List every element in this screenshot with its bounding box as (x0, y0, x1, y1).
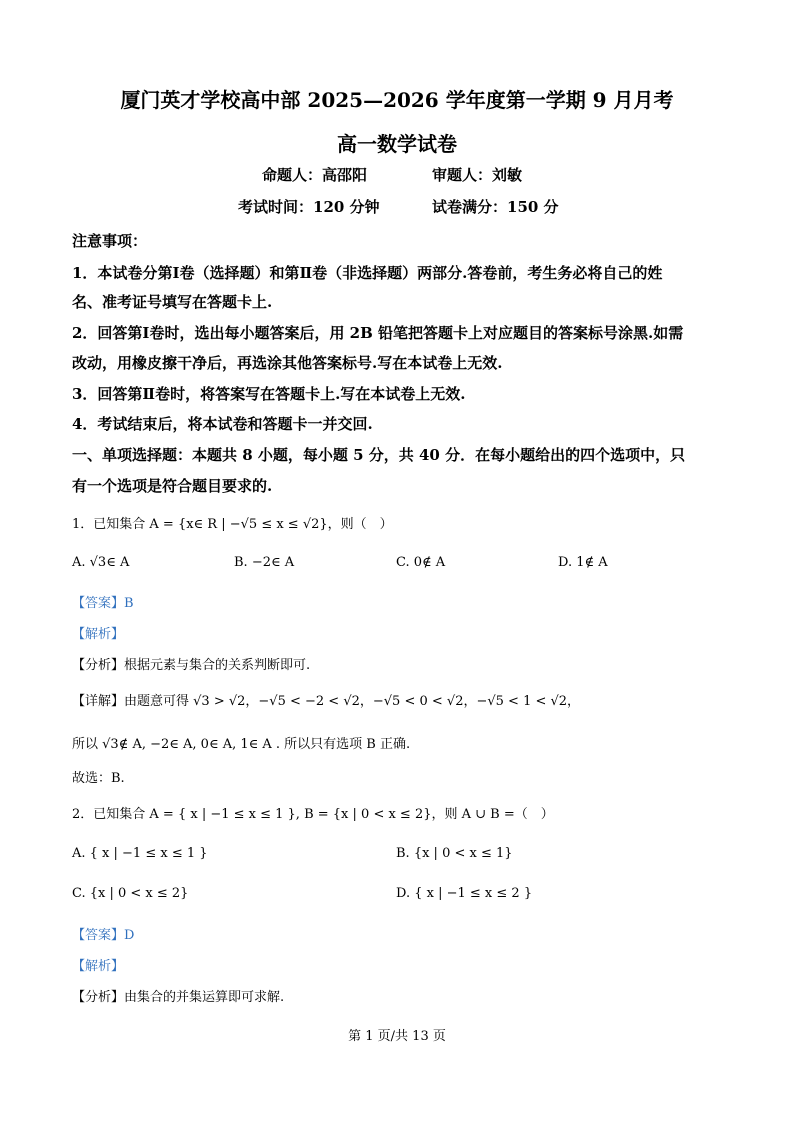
page-footer: 第 1 页/共 13 页 (348, 1029, 446, 1044)
note-2-line-1: 2．回答第Ⅰ卷时，选出每小题答案后，用 2B 铅笔把答题卡上对应题目的答案标号涂黑.如需 (72, 324, 684, 342)
q2-option-d: D. { x | −1 ≤ x ≤ 2 } (396, 886, 533, 901)
note-1-line-2: 名、准考证号填写在答题卡上. (72, 293, 273, 311)
exam-score-label: 试卷满分：150 分 (432, 198, 559, 216)
note-2-line-2: 改动，用橡皮擦干净后，再选涂其他答案标号.写在本试卷上无效. (72, 354, 503, 372)
q2-answer: 【答案】D (72, 928, 135, 943)
q1-option-b: B. −2∈ A (234, 555, 295, 570)
q2-option-b: B. {x | 0 < x ≤ 1} (396, 846, 513, 861)
exam-title: 厦门英才学校高中部 2025—2026 学年度第一学期 9 月月考 (120, 88, 674, 112)
q1-answer: 【答案】B (72, 596, 134, 611)
note-1-line-1: 1．本试卷分第Ⅰ卷（选择题）和第Ⅱ卷（非选择题）两部分.答卷前，考生务必将自己的姓 (72, 264, 663, 282)
section-1-heading-line-1: 一、单项选择题：本题共 8 小题，每小题 5 分，共 40 分．在每小题给出的四个选项中，只 (72, 446, 686, 464)
q1-option-a: A. √3∈ A (72, 555, 130, 570)
q2-stem: 2．已知集合 A = { x | −1 ≤ x ≤ 1 }, B = {x | 0 < x ≤ 2}，则 A ∪ B =（ ） (72, 807, 554, 822)
q1-conclusion: 所以 √3∉ A, −2∈ A, 0∈ A, 1∈ A . 所以只有选项 B 正确. (72, 737, 411, 752)
q2-analysis-tag: 【解析】 (72, 959, 125, 974)
author-label: 命题人：高邵阳 (262, 166, 368, 184)
note-4: 4．考试结束后，将本试卷和答题卡一并交回. (72, 415, 373, 433)
q2-fenxi: 【分析】由集合的并集运算即可求解. (72, 990, 285, 1005)
q1-stem: 1．已知集合 A = {x∈ R | −√5 ≤ x ≤ √2}，则（ ） (72, 517, 393, 532)
q1-choose: 故选：B. (72, 771, 125, 786)
q1-option-c: C. 0∉ A (396, 555, 446, 570)
q1-detail: 【详解】由题意可得 √3 > √2，−√5 < −2 < √2，−√5 < 0 < √2，−√5 < 1 < √2， (72, 694, 581, 709)
note-3: 3．回答第Ⅱ卷时，将答案写在答题卡上.写在本试卷上无效. (72, 385, 466, 403)
q2-option-a: A. { x | −1 ≤ x ≤ 1 } (72, 846, 208, 861)
q1-analysis-tag: 【解析】 (72, 627, 125, 642)
notes-heading: 注意事项： (72, 232, 148, 250)
exam-subtitle: 高一数学试卷 (337, 132, 457, 156)
exam-time-label: 考试时间：120 分钟 (238, 198, 380, 216)
q2-option-c: C. {x | 0 < x ≤ 2} (72, 886, 189, 901)
section-1-heading-line-2: 有一个选项是符合题目要求的. (72, 477, 273, 495)
reviewer-label: 审题人：刘敏 (432, 166, 523, 184)
q1-fenxi: 【分析】根据元素与集合的关系判断即可. (72, 658, 311, 673)
q1-option-d: D. 1∉ A (558, 555, 608, 570)
